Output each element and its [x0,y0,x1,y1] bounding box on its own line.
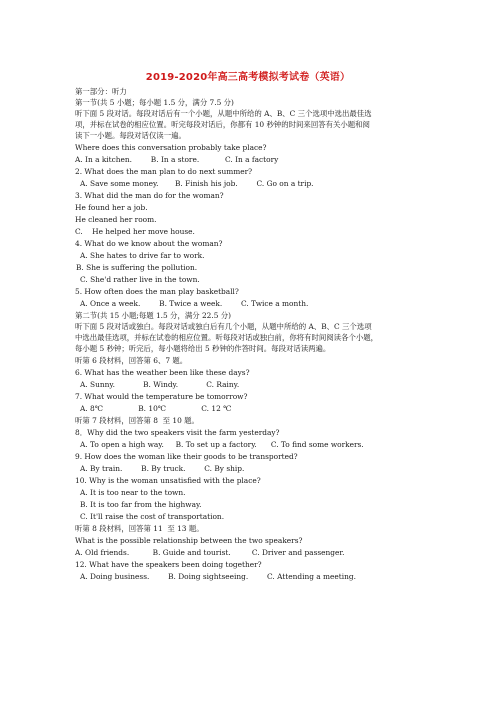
question-2: 2. What does the man plan to do next summer? [75,167,253,176]
question-8: 8．Why did the two speakers visit the farm yesterday? [75,428,280,437]
question-1-options: A. In a kitchen. B. In a store. C. In a factory [75,155,279,164]
question-4: 4. What do we know about the woman? [75,239,223,248]
question-2-options: A. Save some money. B. Finish his job. C. Go on a trip. [80,179,314,188]
question-10-option-a: A. It is too near to the town. [80,488,186,497]
question-6: 6. What has the weather been like these days? [75,368,250,377]
question-4-option-b: B. She is suffering the pollution. [76,263,198,272]
instructions-line: 项，并标在试卷的相应位置。听完每段对话后，你都有 10 秒钟的时间来回答有关小题和阅 [75,120,370,129]
instructions-line: 听下面 5 段对话或独白。每段对话或独白后有几个小题，从题中所给的 A、B、C 三个选项 [75,322,372,331]
material-8-note: 听第 8 段材料，回答第 11 至 13 题。 [75,524,204,533]
instructions-line: 每小题 5 秒钟；听完后，每小题将给出 5 秒钟的作答时间。每段对话读两遍。 [75,344,331,353]
question-4-option-c: C. She'd rather live in the town. [80,275,200,284]
question-7: 7. What would the temperature be tomorrow? [75,392,248,401]
question-1: Where does this conversation probably take place? [75,143,267,152]
question-5-options: A. Once a week. B. Twice a week. C. Twice a month. [80,299,309,308]
question-9-options: A. By train. B. By truck. C. By ship. [80,464,245,473]
question-11-options: A. Old friends. B. Guide and tourist. C. Driver and passenger. [75,548,345,557]
material-7-note: 听第 7 段材料，回答第 8 至 10 题。 [75,416,199,425]
question-3-option-a: He found her a job. [75,203,148,212]
material-6-note: 听第 6 段材料，回答第 6、7 题。 [75,356,188,365]
instructions-line: 中选出最佳选项，并标在试卷的相应位置。听每段对话或独白前，你将有时间阅读各个小题， [75,333,379,342]
question-9: 9. How does the woman like their goods to be transported? [75,452,298,461]
question-4-option-a: A. She hates to drive far to work. [80,251,205,260]
instructions-line: 读下一小题。每段对话仅读一遍。 [75,131,186,140]
exam-title: 2019-2020年高三高考模拟考试卷（英语） [145,72,351,83]
question-3: 3. What did the man do for the woman? [75,191,224,200]
section-one-heading: 第一节(共 5 小题；每小题 1.5 分，满分 7.5 分) [75,98,234,107]
section-two-heading: 第二节(共 15 小题;每题 1.5 分，满分 22.5 分) [75,311,232,320]
question-7-options: A. 8℃ B. 10℃ C. 12 ℃ [80,404,232,413]
question-8-options: A. To open a high way. B. To set up a factory. C. To find some workers. [80,440,364,449]
instructions-line: 听下面 5 段对话。每段对话后有一个小题，从题中所给的 A、B、C 三个选项中选出最佳选 [75,109,372,118]
question-3-option-b: He cleaned her room. [75,215,157,224]
question-6-options: A. Sunny. B. Windy. C. Rainy. [80,380,240,389]
question-10: 10. Why is the woman unsatisfied with the place? [75,476,261,485]
question-10-option-b: B. It is too far from the highway. [80,500,202,509]
question-5: 5. How often does the man play basketball? [75,287,239,296]
question-10-option-c: C. It'll raise the cost of transportation. [80,512,225,521]
question-3-option-c: C. He helped her move house. [75,227,195,236]
question-11: What is the possible relationship between the two speakers? [75,536,303,545]
question-12: 12. What have the speakers been doing together? [75,560,262,569]
part-one-heading: 第一部分：听力 [75,87,127,96]
question-12-options: A. Doing business. B. Doing sightseeing. C. Attending a meeting. [80,572,356,581]
